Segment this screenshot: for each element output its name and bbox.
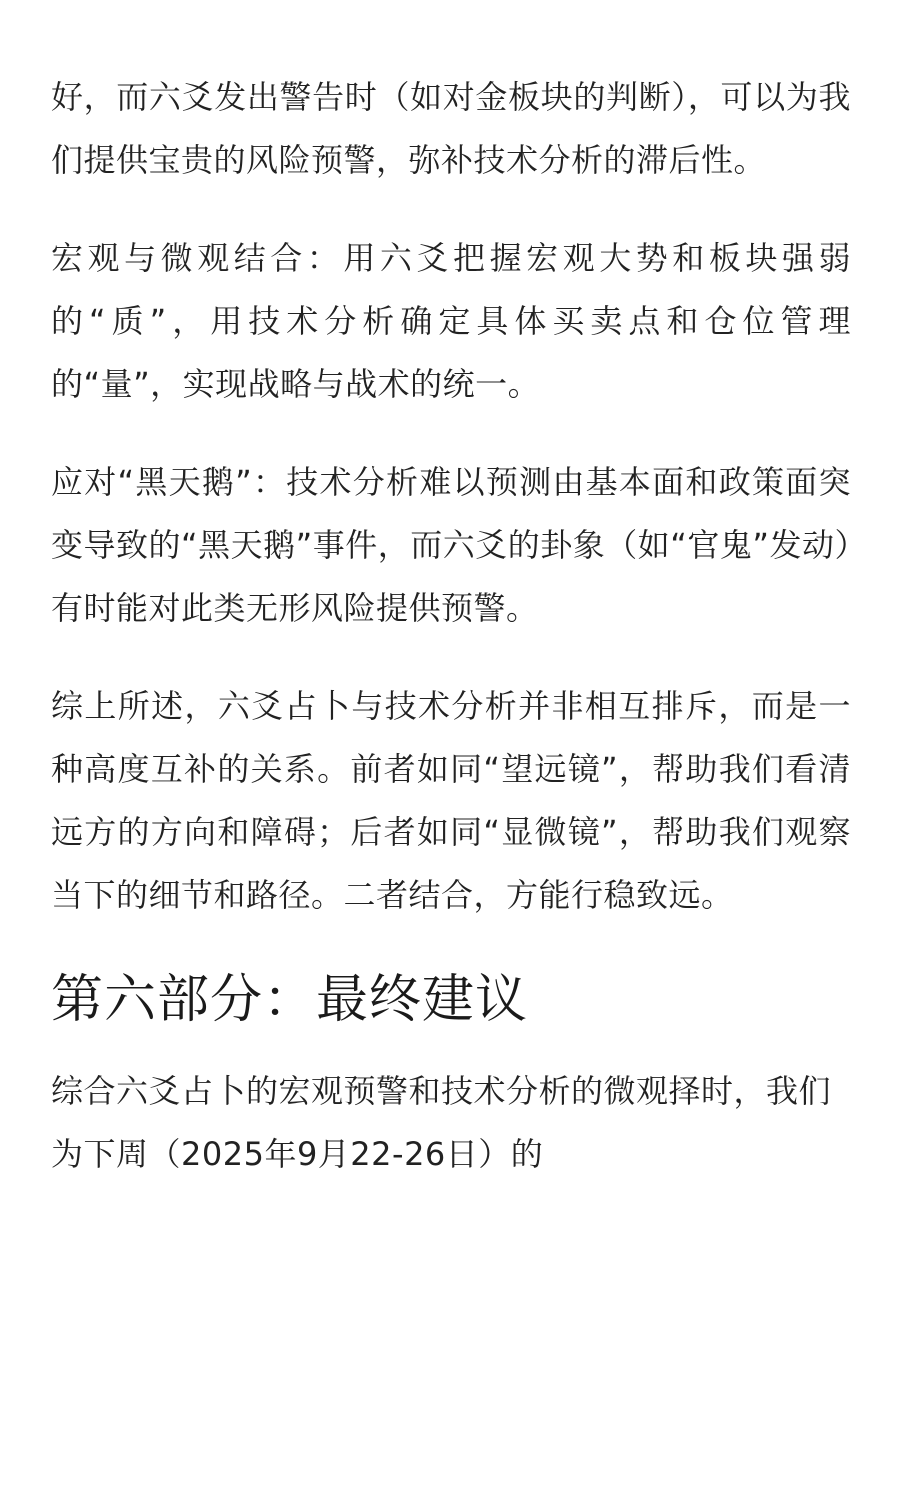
paragraph-macro-micro: 宏观与微观结合：用六爻把握宏观大势和板块强弱的“质”，用技术分析确定具体买卖点和仓位管理的“量”，实现战略与战术的统一。 <box>51 239 851 403</box>
section-heading: 第六部分：最终建议 <box>51 970 529 1030</box>
article-body <box>51 66 851 1221</box>
paragraph-risk-warning: 好，而六爻发出警告时（如对金板块的判断），可以为我们提供宝贵的风险预警，弥补技术分析的滞后性。 <box>51 78 851 179</box>
paragraph-black-swan: 应对“黑天鹅”：技术分析难以预测由基本面和政策面突变导致的“黑天鹅”事件，而六爻的卦象（如“官鬼”发动）有时能对此类无形风险提供预警。 <box>51 463 851 627</box>
paragraph-summary: 综上所述，六爻占卜与技术分析并非相互排斥，而是一种高度互补的关系。前者如同“望远镜”，帮助我们看清远方的方向和障碍；后者如同“显微镜”，帮助我们观察当下的细节和路径。二者结合，方能行稳致远。 <box>51 687 851 914</box>
paragraph-final-advice: 综合六爻占卜的宏观预警和技术分析的微观择时，我们为下周（2025年9月22-26日）的 <box>51 1072 832 1173</box>
